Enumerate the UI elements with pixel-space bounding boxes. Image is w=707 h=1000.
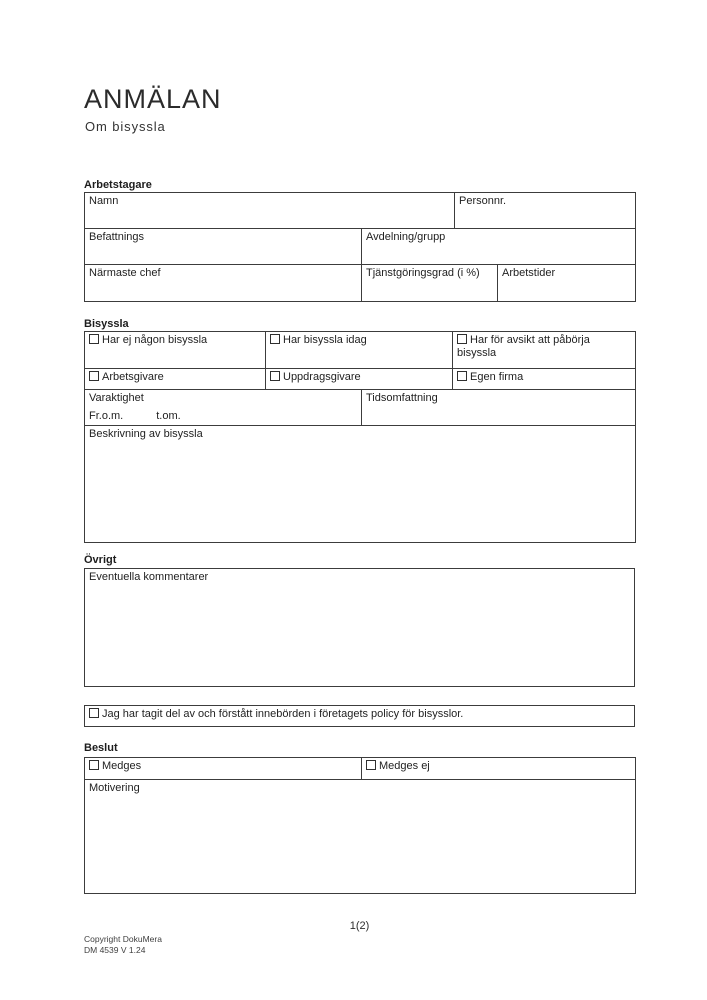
page-number: 1(2): [349, 920, 370, 932]
field-eventuella-kommentarer[interactable]: [84, 568, 635, 687]
field-personnr[interactable]: [455, 193, 636, 229]
checkbox-policy-confirmation[interactable]: [89, 708, 99, 718]
field-label-tjanstgoringsgrad: Tjänstgöringsgrad (i %): [366, 267, 480, 279]
checkbox-egen-firma[interactable]: [457, 371, 467, 381]
checkbox-har-for-avsikt[interactable]: [457, 334, 467, 344]
field-tjanstgoringsgrad[interactable]: [362, 265, 498, 302]
field-varaktighet[interactable]: [85, 390, 362, 426]
policy-option[interactable]: [85, 706, 634, 723]
document-version: DM 4539 V 1.24: [84, 944, 146, 955]
varaktighet-range: [89, 410, 357, 423]
table-row: [85, 780, 636, 894]
field-label-arbetstider: Arbetstider: [502, 267, 556, 279]
checkbox-medges[interactable]: [89, 760, 99, 770]
arbetstagare-table: [84, 192, 636, 302]
option-label: Medges: [102, 760, 142, 772]
field-label-narmaste-chef: Närmaste chef: [89, 267, 161, 279]
copyright-line: Copyright DokuMera: [84, 934, 162, 944]
field-label-personnr: Personnr.: [459, 195, 507, 207]
field-tidsomfattning[interactable]: [362, 390, 636, 426]
field-label-kommentarer: Eventuella kommentarer: [89, 571, 209, 583]
field-label-tidsomfattning: Tidsomfattning: [366, 392, 438, 404]
table-row: [85, 229, 636, 265]
section-label-ovrigt: Övrigt: [84, 554, 117, 566]
from-label: Fr.o.m.: [89, 410, 124, 422]
option-har-ej-nagon-bisyssla[interactable]: [85, 332, 266, 369]
policy-statement: Jag har tagit del av och förstått innebörden i företagets policy för bisysslor.: [102, 708, 464, 720]
option-medges-ej[interactable]: [362, 758, 636, 780]
checkbox-uppdragsgivare[interactable]: [270, 371, 280, 381]
beslut-table: [84, 757, 636, 894]
table-row: [85, 193, 636, 229]
option-medges[interactable]: [85, 758, 362, 780]
option-arbetsgivare[interactable]: [85, 369, 266, 390]
table-row: [85, 758, 636, 780]
field-namn[interactable]: [85, 193, 455, 229]
option-label: Har ej någon bisyssla: [102, 334, 208, 346]
checkbox-medges-ej[interactable]: [366, 760, 376, 770]
field-motivering[interactable]: [85, 780, 636, 894]
field-arbetstider[interactable]: [498, 265, 636, 302]
option-har-bisyssla-idag[interactable]: [266, 332, 453, 369]
option-label: Har bisyssla idag: [283, 334, 367, 346]
field-beskrivning-av-bisyssla[interactable]: [85, 426, 636, 543]
section-label-arbetstagare: Arbetstagare: [84, 179, 152, 191]
option-label: Har för avsikt att påbörja bisyssla: [457, 334, 590, 359]
option-uppdragsgivare[interactable]: [266, 369, 453, 390]
field-befattnings[interactable]: [85, 229, 362, 265]
section-label-bisyssla: Bisyssla: [84, 318, 129, 330]
checkbox-har-ej-nagon-bisyssla[interactable]: [89, 334, 99, 344]
page-title: ANMÄLAN: [84, 84, 222, 114]
checkbox-arbetsgivare[interactable]: [89, 371, 99, 381]
option-egen-firma[interactable]: [453, 369, 636, 390]
checkbox-har-bisyssla-idag[interactable]: [270, 334, 280, 344]
page-subtitle: Om bisyssla: [85, 119, 166, 134]
copyright-block: [84, 934, 162, 955]
table-row: [85, 332, 636, 369]
option-label: Egen firma: [470, 371, 524, 383]
table-row: [85, 369, 636, 390]
table-row: [85, 265, 636, 302]
field-label-befattnings: Befattnings: [89, 231, 145, 243]
section-label-beslut: Beslut: [84, 742, 118, 754]
policy-confirmation-row: [84, 705, 635, 727]
field-narmaste-chef[interactable]: [85, 265, 362, 302]
table-row: [85, 390, 636, 426]
option-label: Medges ej: [379, 760, 430, 772]
field-label-avdelning-grupp: Avdelning/grupp: [366, 231, 446, 243]
field-avdelning-grupp[interactable]: [362, 229, 636, 265]
field-label-beskrivning: Beskrivning av bisyssla: [89, 428, 203, 440]
field-label-motivering: Motivering: [89, 782, 140, 794]
field-label-namn: Namn: [89, 195, 119, 207]
bisyssla-table: [84, 331, 636, 543]
option-label: Arbetsgivare: [102, 371, 164, 383]
option-label: Uppdragsgivare: [283, 371, 361, 383]
field-label-varaktighet: Varaktighet: [89, 392, 144, 404]
to-label: t.om.: [156, 410, 181, 422]
table-row: [85, 426, 636, 543]
option-har-for-avsikt[interactable]: [453, 332, 636, 369]
